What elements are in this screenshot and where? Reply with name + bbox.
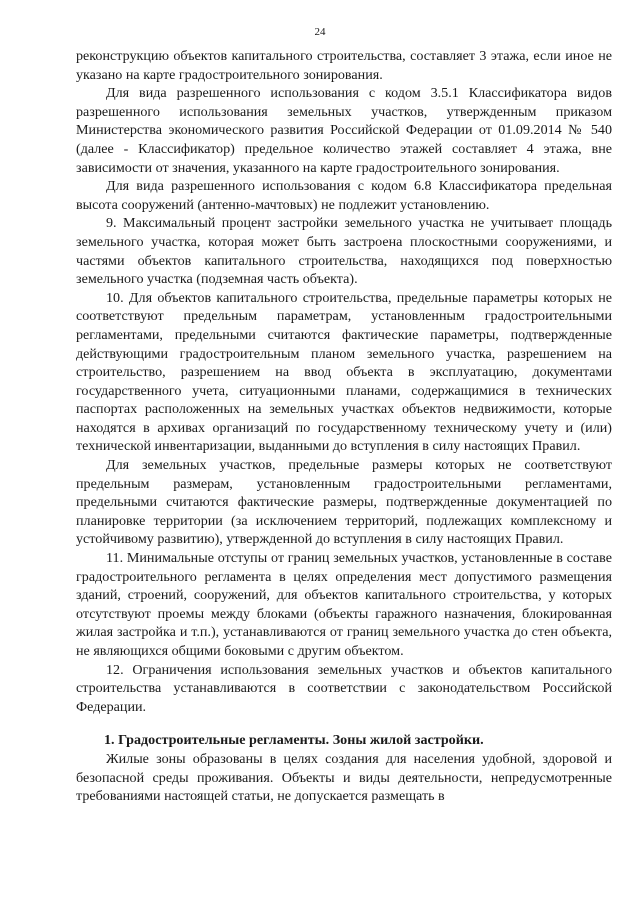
paragraph-item-11: 11. Минимальные отступы от границ земельных участков, установленные в составе градостроительного регламента в целях определения мест допустимого размещения зданий, строений, сооружений, для объектов капитального строительства, у которых отсутствуют проемы между блоками (объекты гаражного назначения, блокированная жилая застройка и т.п.), устанавливаются от границ земельного участка до стен объекта, не являющихся общими боковыми с другим объектом. [76,550,612,659]
paragraph-continuation: реконструкцию объектов капитального строительства, составляет 3 этажа, если иное не указано на карте градостроительного зонирования. [76,48,612,83]
paragraph-item-12: 12. Ограничения использования земельных участков и объектов капитального строительства устанавливаются в соответствии с законодательством Российской Федерации. [76,661,612,715]
paragraph-item-10: 10. Для объектов капитального строительства, предельные параметры которых не соответствуют предельным параметрам, установленным градостроительными регламентами, предельными считаются фактические параметры, подтвержденные действующими градостроительным планом земельного участка, разрешением на строительство, разрешением на ввод объекта в эксплуатацию, документами государственного учета, ситуационными планами, содержащимися в технических паспортах расположенных на земельных участках объектов недвижимости, которые находятся в архивах организаций по государственному техническому учету и (или) технической инвентаризации, выданными до вступления в силу настоящих Правил. [76,289,612,455]
paragraph-land-plots: Для земельных участков, предельные размеры которых не соответствуют предельным размерам, установленным градостроительными регламентами, предельными считаются фактические размеры, подтвержденные документацией по планировке территории (за исключением территорий, подлежащих комплексному и устойчивому развитию), утвержденной до вступления в силу настоящих Правил. [76,457,612,548]
paragraph-residential-zones: Жилые зоны образованы в целях создания для населения удобной, здоровой и безопасной среды проживания. Объекты и виды деятельности, непредусмотренные требованиями настоящей статьи, не допускается размещать в [76,750,612,805]
section-heading: 1. Градостроительные регламенты. Зоны жилой застройки. [104,732,484,749]
paragraph-code-3-5-1: Для вида разрешенного использования с кодом 3.5.1 Классификатора видов разрешенного использования земельных участков, утвержденным приказом Министерства экономического развития Российской Федерации от 01.09.2014 № 540 (далее - Классификатор) предельное количество этажей составляет 4 этажа, вне зависимости от значения, указанного на карте градостроительного зонирования. [76,85,612,176]
paragraph-code-6-8: Для вида разрешенного использования с кодом 6.8 Классификатора предельная высота сооружений (антенно-мачтовых) не подлежит установлению. [76,178,612,213]
document-body [76,47,612,806]
page-number: 24 [314,26,326,38]
paragraph-item-9: 9. Максимальный процент застройки земельного участка не учитывает площадь земельного участка, которая может быть застроена плоскостными сооружениями, и частями объектов капитального строительства, находящихся под поверхностью земельного участка (подземная часть объекта). [76,215,612,288]
